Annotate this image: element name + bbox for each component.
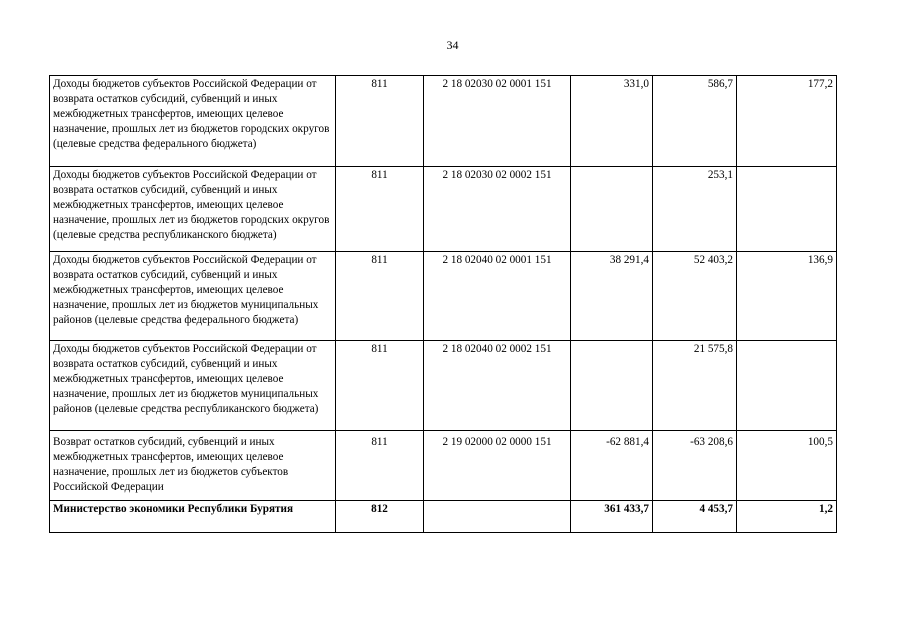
kbk-cell: 2 18 02030 02 0001 151 <box>424 76 571 167</box>
value-2-cell: 586,7 <box>653 76 737 167</box>
description-cell: Доходы бюджетов субъектов Российской Федерации от возврата остатков субсидий, субвенций и иных межбюджетных трансфертов, имеющих целевое назначение, прошлых лет из бюджетов городских округов (целевые средства федерального бюджета) <box>50 76 336 167</box>
percent-cell: 136,9 <box>737 252 837 341</box>
admin-code-cell: 811 <box>336 76 424 167</box>
admin-code-cell: 811 <box>336 252 424 341</box>
percent-cell: 177,2 <box>737 76 837 167</box>
admin-code-cell: 811 <box>336 431 424 501</box>
admin-code-cell: 811 <box>336 167 424 252</box>
kbk-cell: 2 18 02040 02 0002 151 <box>424 341 571 431</box>
value-1-cell: 331,0 <box>571 76 653 167</box>
percent-cell <box>737 167 837 252</box>
table-row <box>50 501 837 533</box>
value-2-cell: -63 208,6 <box>653 431 737 501</box>
admin-code-cell: 811 <box>336 341 424 431</box>
description-cell: Доходы бюджетов субъектов Российской Федерации от возврата остатков субсидий, субвенций и иных межбюджетных трансфертов, имеющих целевое назначение, прошлых лет из бюджетов городских округов (целевые средства республиканского бюджета) <box>50 167 336 252</box>
description-cell: Возврат остатков субсидий, субвенций и иных межбюджетных трансфертов, имеющих целевое назначение, прошлых лет из бюджетов субъектов Российской Федерации <box>50 431 336 501</box>
percent-cell: 100,5 <box>737 431 837 501</box>
admin-code-cell: 812 <box>336 501 424 533</box>
page-number: 34 <box>446 38 459 52</box>
kbk-cell: 2 18 02030 02 0002 151 <box>424 167 571 252</box>
value-2-cell: 4 453,7 <box>653 501 737 533</box>
value-1-cell: -62 881,4 <box>571 431 653 501</box>
value-2-cell: 21 575,8 <box>653 341 737 431</box>
table-row <box>50 341 837 431</box>
kbk-cell <box>424 501 571 533</box>
table-row <box>50 431 837 501</box>
kbk-cell: 2 19 02000 02 0000 151 <box>424 431 571 501</box>
value-2-cell: 253,1 <box>653 167 737 252</box>
value-1-cell <box>571 341 653 431</box>
value-1-cell: 361 433,7 <box>571 501 653 533</box>
table-row <box>50 167 837 252</box>
percent-cell <box>737 341 837 431</box>
value-1-cell <box>571 167 653 252</box>
value-2-cell: 52 403,2 <box>653 252 737 341</box>
description-cell: Министерство экономики Республики Бурятия <box>50 501 336 533</box>
kbk-cell: 2 18 02040 02 0001 151 <box>424 252 571 341</box>
description-cell: Доходы бюджетов субъектов Российской Федерации от возврата остатков субсидий, субвенций и иных межбюджетных трансфертов, имеющих целевое назначение, прошлых лет из бюджетов муниципальных районов (целевые средства республиканского бюджета) <box>50 341 336 431</box>
percent-cell: 1,2 <box>737 501 837 533</box>
table-row <box>50 76 837 167</box>
value-1-cell: 38 291,4 <box>571 252 653 341</box>
description-cell: Доходы бюджетов субъектов Российской Федерации от возврата остатков субсидий, субвенций и иных межбюджетных трансфертов, имеющих целевое назначение, прошлых лет из бюджетов муниципальных районов (целевые средства федерального бюджета) <box>50 252 336 341</box>
table-row <box>50 252 837 341</box>
budget-table <box>49 75 837 533</box>
